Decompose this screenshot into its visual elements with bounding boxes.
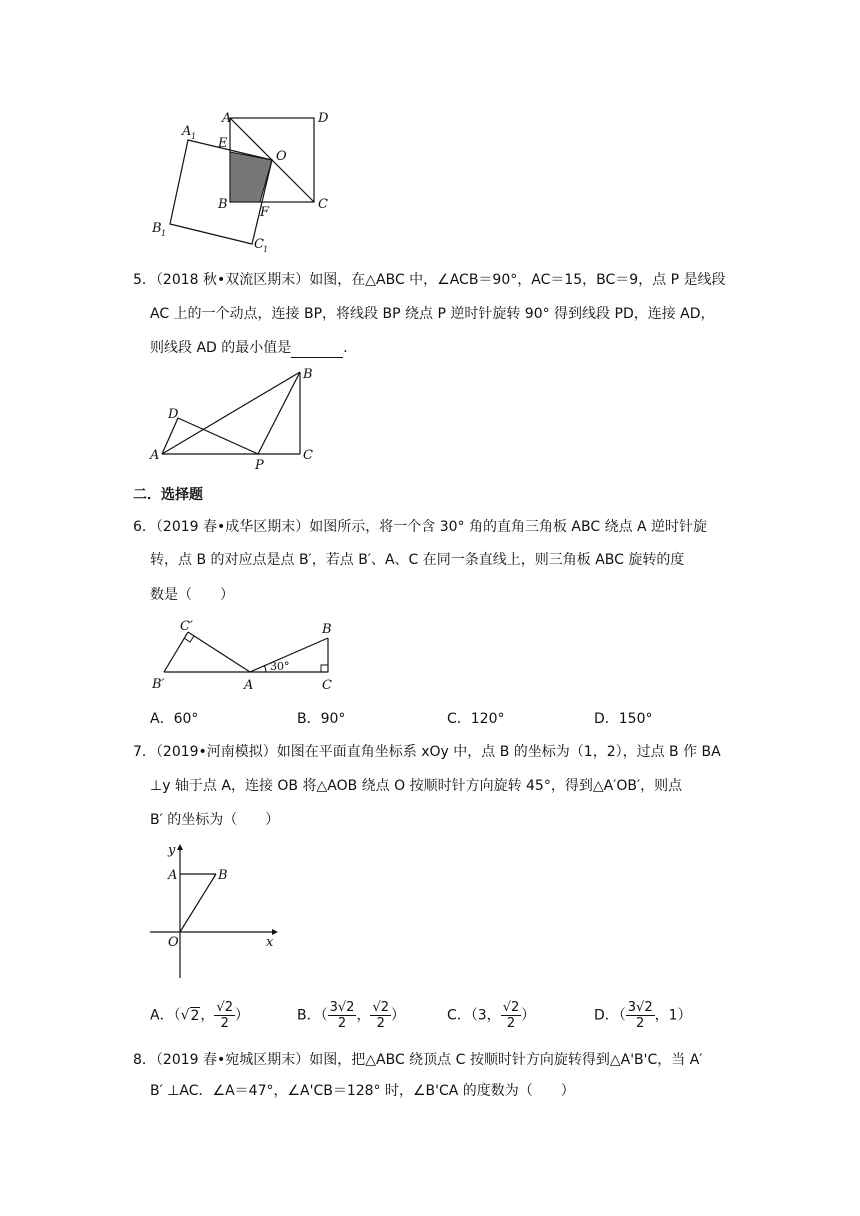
q5-label-p: P <box>255 458 264 473</box>
q6-label-b: B <box>322 622 332 637</box>
fig1-label-c: C <box>318 197 328 212</box>
q7-option-d-label: D．（ <box>594 1007 626 1024</box>
q6-line-3: 数是（ ） <box>150 587 234 603</box>
figure-q5 <box>146 364 326 474</box>
q7-label-o: O <box>168 935 179 950</box>
q7-option-b-num2: √2 <box>372 1000 389 1015</box>
shaded-region <box>230 152 272 202</box>
q6-label-bprime: B′ <box>152 677 165 692</box>
q7-label-a: A <box>168 868 178 883</box>
fig1-label-f: F <box>260 205 270 220</box>
q6-option-b[interactable]: B．90° <box>297 711 346 727</box>
q7-option-b-end: ） <box>391 1007 405 1024</box>
q7-line-2: ⊥y 轴于点 A，连接 OB 将△AOB 绕点 O 按顺时针方向旋转 45°，得到△A′OB′，则点 <box>150 778 683 794</box>
q7-option-a-frac <box>214 1000 235 1031</box>
q7-option-b[interactable]: B．（ $\frac{3√2}{2}$ ， $\frac{√2}{2}$ ） <box>297 1000 405 1031</box>
q6-option-c[interactable]: C．120° <box>447 711 505 727</box>
q7-option-a[interactable]: A．（√2， $\frac{√2}{2}$ ） <box>150 1000 249 1031</box>
q7-label-y: y <box>168 843 176 858</box>
fig1-label-b1-sub: 1 <box>161 229 167 238</box>
q7-option-c-label: C．（3， <box>447 1007 501 1024</box>
figure-q6 <box>150 616 340 696</box>
q7-option-b-frac1 <box>328 1000 357 1031</box>
q7-line-3: B′ 的坐标为（ ） <box>150 812 280 828</box>
fig1-label-b1: B <box>152 221 162 236</box>
q8-line-1: 8．（2019 春•宛城区期末）如图，把△ABC 绕顶点 C 按顺时针方向旋转得到△A'B'C，当 A′ <box>133 1052 703 1068</box>
q6-option-a[interactable]: A．60° <box>150 711 199 727</box>
q7-option-d-frac <box>626 1000 655 1031</box>
fig1-label-a1-sub: 1 <box>191 132 197 141</box>
q7-option-c-end: ） <box>521 1007 536 1024</box>
q7-label-b: B <box>218 868 228 883</box>
q7-option-b-den2: 2 <box>376 1016 385 1031</box>
q7-line-1: 7．（2019•河南模拟）如图在平面直角坐标系 xOy 中，点 B 的坐标为（1，2），过点 B 作 BA <box>133 744 721 760</box>
q6-label-a: A <box>244 678 254 693</box>
q5-line-2: AC 上的一个动点，连接 BP，将线段 BP 绕点 P 逆时针旋转 90° 得到线段 PD，连接 AD， <box>150 306 715 322</box>
fig1-label-b: B <box>218 197 228 212</box>
segment-pd <box>178 418 258 454</box>
fig1-label-a: A <box>222 111 232 126</box>
angle-arc-30 <box>264 665 266 672</box>
q7-option-d-den: 2 <box>636 1016 645 1031</box>
section-title-choice: 二．选择题 <box>133 487 203 503</box>
figure-rotated-squares <box>148 108 348 256</box>
q5-line-3 <box>150 338 357 358</box>
q5-answer-blank[interactable] <box>291 343 343 358</box>
q5-label-c: C <box>303 448 313 463</box>
q6-option-d[interactable]: D．150° <box>594 711 653 727</box>
fig1-label-a1: A <box>182 124 192 139</box>
q5-label-d: D <box>168 407 179 422</box>
q7-option-a-den: 2 <box>220 1016 229 1031</box>
q7-option-a-label: A．（ <box>150 1007 181 1024</box>
fig1-label-e: E <box>218 136 228 151</box>
q7-option-c-num: √2 <box>502 1000 520 1015</box>
q5-label-a: A <box>150 448 160 463</box>
q7-option-b-frac2 <box>370 1000 391 1031</box>
q7-option-c[interactable] <box>447 1000 535 1031</box>
q7-label-x: x <box>266 935 274 950</box>
q6-label-c: C <box>322 678 332 693</box>
y-axis-arrow <box>177 844 183 850</box>
q6-line-1: 6．（2019 春•成华区期末）如图所示，将一个含 30° 角的直角三角板 ABC 绕点 A 逆时针旋 <box>133 519 708 535</box>
q7-option-a-sqrt: 2 <box>190 1007 200 1024</box>
q6-label-cprime: C′ <box>180 619 193 634</box>
right-angle-c <box>321 665 328 672</box>
q7-option-a-end: ） <box>234 1007 249 1024</box>
q7-option-b-den1: 2 <box>337 1016 347 1031</box>
fig1-label-d: D <box>318 111 329 126</box>
fig1-label-c1-sub: 1 <box>263 245 269 254</box>
fig1-label-c1: C <box>254 237 264 252</box>
q7-option-c-frac <box>501 1000 522 1031</box>
q6-label-angle: 30° <box>270 660 290 673</box>
figure-q7 <box>146 838 286 984</box>
q5-label-b: B <box>303 367 313 382</box>
q7-option-b-label: B．（ <box>297 1007 328 1024</box>
q7-option-c-den: 2 <box>506 1016 516 1031</box>
q7-option-d-end: ，1） <box>654 1007 692 1024</box>
q5-line-3-text: 则线段 AD 的最小值是 <box>150 340 292 356</box>
q5-line-1: 5．（2018 秋•双流区期末）如图，在△ABC 中，∠ACB＝90°，AC＝15，BC＝9，点 P 是线段 <box>133 272 726 288</box>
fig1-label-o: O <box>276 149 287 164</box>
q7-option-d-num: 3√2 <box>627 1000 653 1015</box>
q8-line-2: B′ ⊥AC．∠A＝47°，∠A'CB＝128° 时，∠B'CA 的度数为（ ） <box>150 1083 575 1099</box>
q5-line-3-end: ． <box>343 340 358 356</box>
segment-cprime-a <box>188 632 250 672</box>
segment-ob <box>180 874 216 932</box>
q7-option-a-num: √2 <box>216 1000 233 1015</box>
q6-line-2: 转，点 B 的对应点是点 B′，若点 B′、A、C 在同一条直线上，则三角板 ABC 旋转的度 <box>150 552 685 568</box>
q7-option-d[interactable] <box>594 1000 692 1031</box>
q7-option-b-num1: 3√2 <box>329 1000 355 1015</box>
